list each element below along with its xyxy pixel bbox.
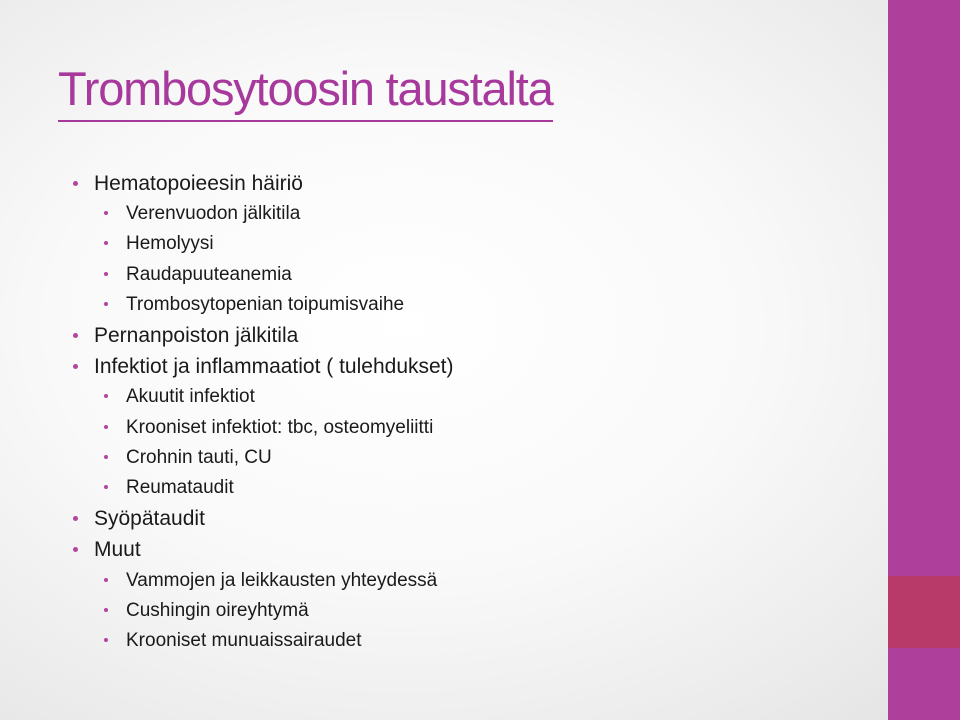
bullet-text: Crohnin tauti, CU [126, 446, 272, 468]
bullet-dot-icon [73, 516, 78, 521]
bullet-dot-icon [104, 485, 108, 489]
bullet-item [0, 534, 880, 565]
bullet-dot-icon [104, 241, 108, 245]
bullet-dot-icon [104, 638, 108, 642]
bullet-dot-icon [104, 425, 108, 429]
bullet-text: Krooniset infektiot: tbc, osteomyeliitti [126, 416, 434, 438]
bullet-dot-icon [73, 547, 78, 552]
bullet-item [0, 503, 880, 534]
bullet-text: Muut [94, 538, 141, 562]
bullet-text: Hemolyysi [126, 233, 214, 255]
bullet-dot-icon [104, 394, 108, 398]
bullet-text: Syöpätaudit [94, 507, 205, 531]
side-decor-accent [888, 576, 960, 648]
sub-bullet-item [0, 290, 880, 320]
bullet-dot-icon [73, 333, 78, 338]
bullet-text: Reumataudit [126, 477, 234, 499]
bullet-dot-icon [104, 455, 108, 459]
bullet-item [0, 320, 880, 351]
sub-bullet-item [0, 596, 880, 626]
bullet-text: Infektiot ja inflammaatiot ( tulehdukset) [94, 355, 454, 379]
sub-bullet-item [0, 260, 880, 290]
sub-bullet-item [0, 413, 880, 443]
bullet-dot-icon [104, 578, 108, 582]
bullet-item [0, 168, 880, 199]
bullet-dot-icon [73, 364, 78, 369]
sub-bullet-item [0, 199, 880, 229]
bullet-text: Verenvuodon jälkitila [126, 203, 301, 225]
bullet-text: Vammojen ja leikkausten yhteydessä [126, 569, 438, 591]
bullet-text: Pernanpoiston jälkitila [94, 324, 299, 348]
bullet-text: Raudapuuteanemia [126, 263, 292, 285]
bullet-dot-icon [73, 181, 78, 186]
slide-title: Trombosytoosin taustalta [58, 58, 553, 122]
bullet-dot-icon [104, 211, 108, 215]
sub-bullet-item [0, 473, 880, 503]
sub-bullet-item [0, 566, 880, 596]
sub-bullet-item [0, 443, 880, 473]
bullet-text: Hematopoieesin häiriö [94, 172, 303, 195]
sub-bullet-item [0, 382, 880, 412]
bullet-text: Cushingin oireyhtymä [126, 599, 309, 621]
bullet-text: Akuutit infektiot [126, 386, 255, 408]
bullet-text: Trombosytopenian toipumisvaihe [126, 293, 405, 315]
bullet-dot-icon [104, 608, 108, 612]
sub-bullet-item [0, 229, 880, 259]
bullet-text: Krooniset munuaissairaudet [126, 630, 362, 652]
bullet-dot-icon [104, 302, 108, 306]
bullet-item [0, 351, 880, 382]
sub-bullet-item [0, 626, 880, 656]
bullet-dot-icon [104, 272, 108, 276]
bullet-list [0, 168, 880, 656]
